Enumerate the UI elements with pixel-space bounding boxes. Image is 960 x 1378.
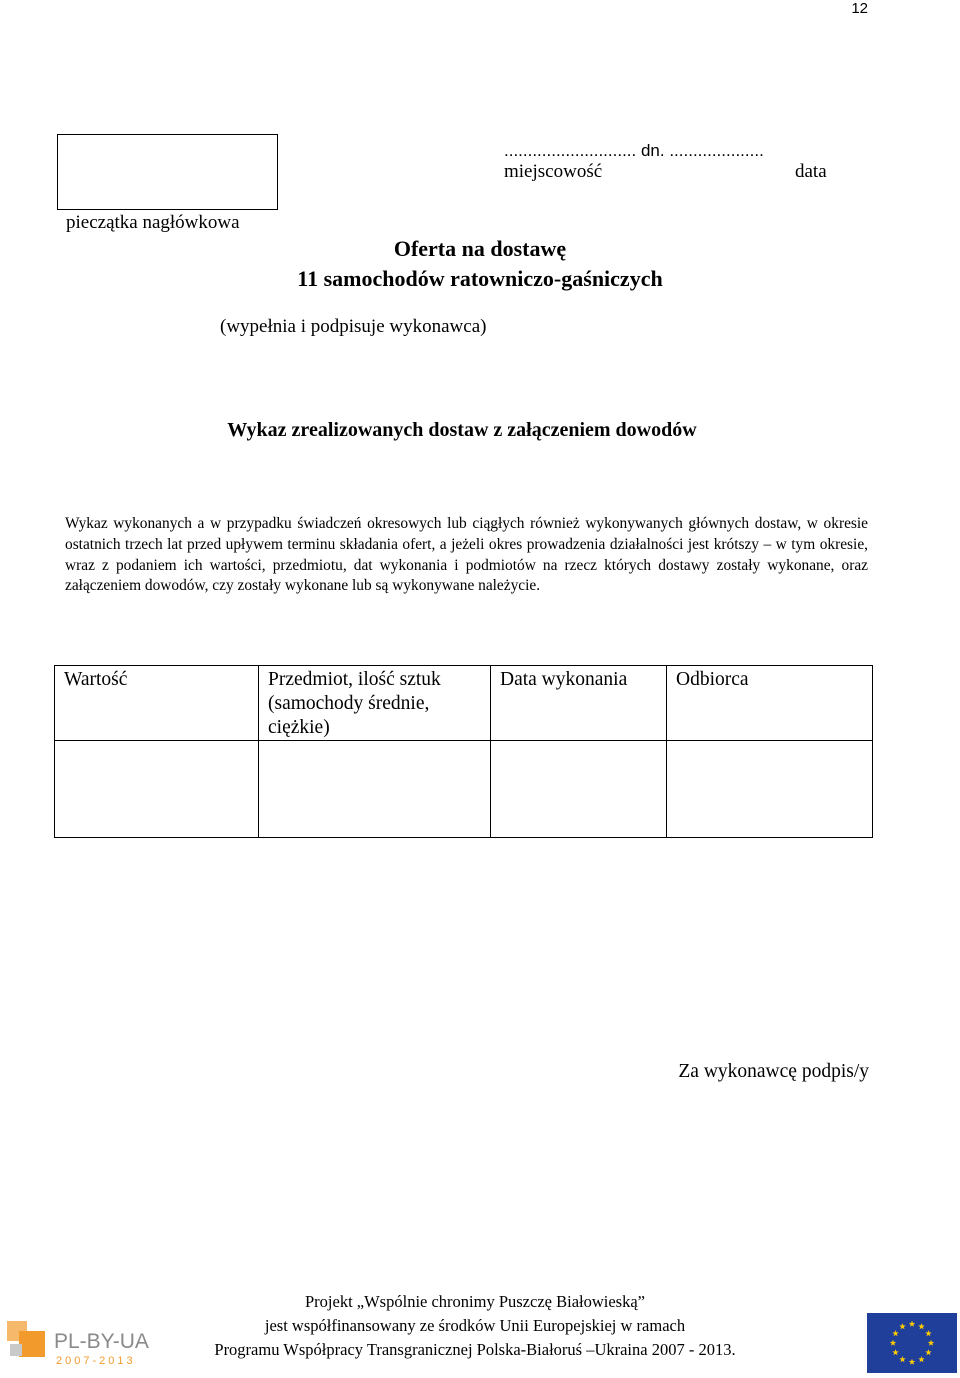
column-header-recipient: Odbiorca — [667, 666, 873, 741]
instruction-paragraph: Wykaz wykonanych a w przypadku świadczeń okresowych lub ciągłych również wykonywanych głównych dostaw, w okresie ostatnich trzech lat przed upływem terminu składania ofert, a jeżeli okres prowadzenia działalności jest krótszy – w tym okresie, wraz z podaniem ich wartości, przedmiotu, dat wykonania i podmiotów na rzecz których dostawy zostały wykonane, oraz załączeniem dowodów, czy zostały wykonane lub są wykonywane należycie. — [65, 515, 868, 595]
table-cell-value[interactable] — [55, 741, 259, 838]
column-header-subject: Przedmiot, ilość sztuk (samochody średnie, ciężkie) — [259, 666, 491, 741]
deliveries-table — [54, 665, 873, 838]
place-label: miejscowość — [504, 161, 603, 182]
table-cell-subject[interactable] — [259, 741, 491, 838]
column-header-date: Data wykonania — [491, 666, 667, 741]
logo-text: PL-BY-UA — [54, 1330, 149, 1353]
offer-title: Oferta na dostawę — [393, 236, 567, 261]
page-number: 12 — [851, 0, 868, 17]
stamp-box — [57, 134, 278, 210]
column-header-value: Wartość — [55, 666, 259, 741]
place-date-line: ............................ dn. .................... — [504, 141, 764, 160]
logo-years: 2007-2013 — [56, 1355, 136, 1367]
table-header-row — [55, 666, 873, 741]
eu-flag-icon — [867, 1313, 957, 1373]
table-cell-recipient[interactable] — [667, 741, 873, 838]
pl-by-ua-logo — [6, 1318, 156, 1368]
footer-line-2: jest współfinansowany ze środków Unii Europejskiej w ramach — [264, 1316, 686, 1335]
fill-instruction: (wypełnia i podpisuje wykonawca) — [220, 316, 487, 337]
stamp-label: pieczątka nagłówkowa — [66, 212, 240, 233]
table-row — [55, 741, 873, 838]
footer-line-3: Programu Współpracy Transgranicznej Polska-Białoruś –Ukraina 2007 - 2013. — [214, 1340, 736, 1359]
pl-by-ua-programme-logo-icon — [6, 1318, 156, 1368]
section-heading: Wykaz zrealizowanych dostaw z załączeniem dowodów — [227, 419, 697, 441]
table-cell-date[interactable] — [491, 741, 667, 838]
eu-flag-logo — [867, 1313, 957, 1373]
offer-subject: 11 samochodów ratowniczo-gaśniczych — [297, 266, 663, 291]
project-footer — [150, 1290, 800, 1362]
date-label: data — [795, 161, 827, 182]
footer-line-1: Projekt „Wspólnie chronimy Puszczę Białowieską” — [305, 1292, 645, 1311]
signature-label: Za wykonawcę podpis/y — [678, 1061, 869, 1082]
